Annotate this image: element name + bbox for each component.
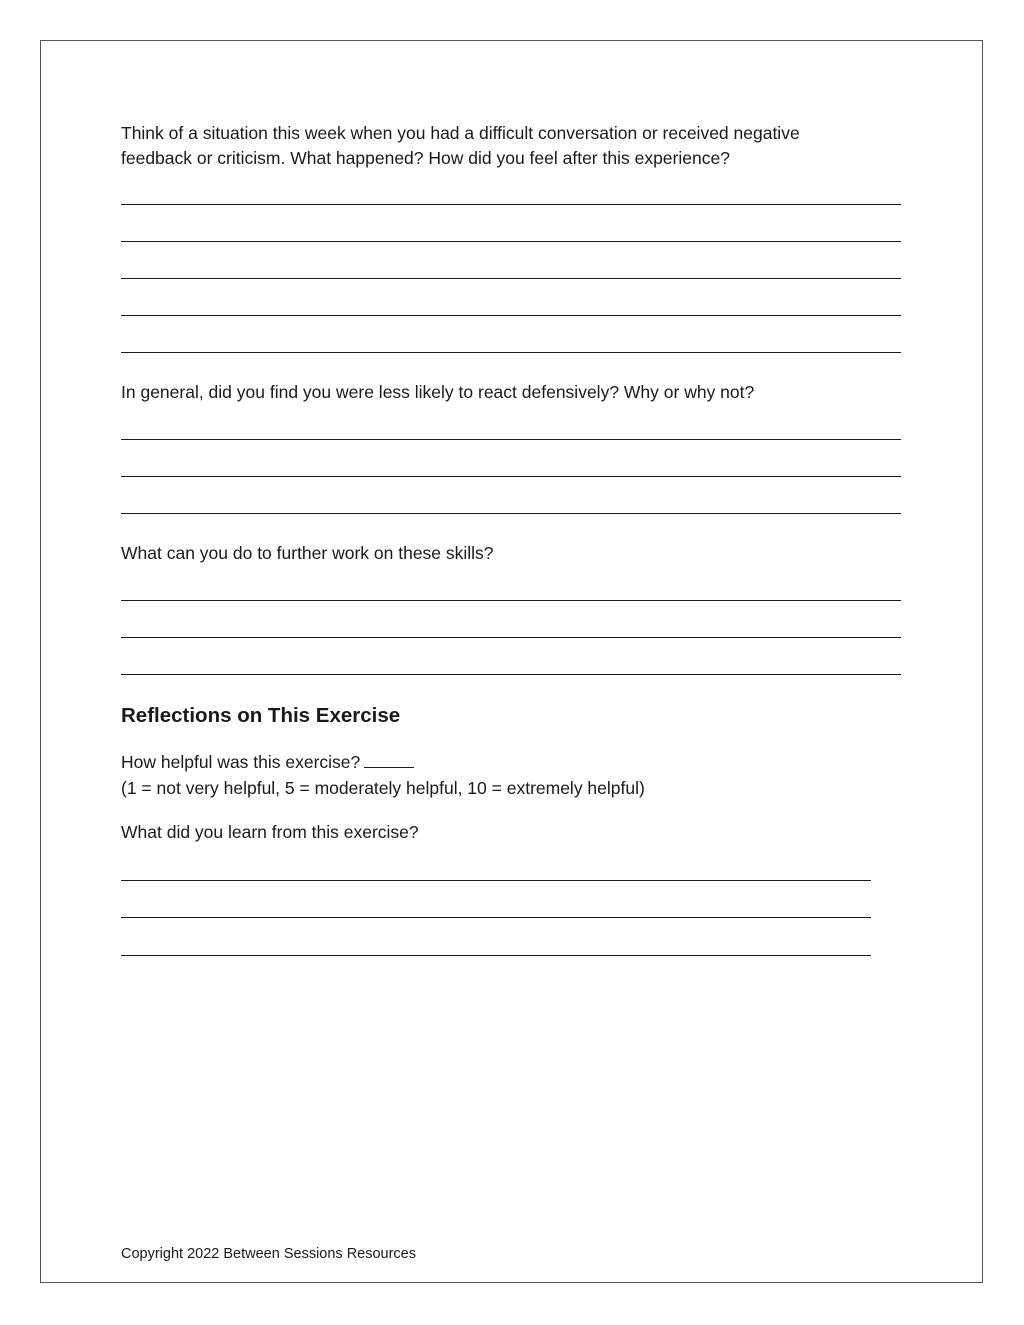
answer-line-learn-2[interactable] xyxy=(121,917,871,918)
helpful-question: How helpful was this exercise? xyxy=(121,752,361,772)
learn-question: What did you learn from this exercise? xyxy=(121,822,419,842)
answer-line-q3-1[interactable] xyxy=(121,600,901,601)
rating-scale-note: (1 = not very helpful, 5 = moderately helpful, 10 = extremely helpful) xyxy=(121,778,645,798)
page-border xyxy=(40,40,983,1283)
answer-line-q1-3[interactable] xyxy=(121,278,901,279)
answer-line-learn-1[interactable] xyxy=(121,880,871,881)
answer-line-q1-4[interactable] xyxy=(121,315,901,316)
question-3: What can you do to further work on these skills? xyxy=(121,543,494,563)
reflections-heading: Reflections on This Exercise xyxy=(121,704,401,727)
question-1-line-2: feedback or criticism. What happened? How did you feel after this experience? xyxy=(121,148,730,168)
answer-line-q1-5[interactable] xyxy=(121,352,901,353)
question-1-line-1: Think of a situation this week when you had a difficult conversation or received negative xyxy=(121,123,800,143)
answer-line-q3-3[interactable] xyxy=(121,674,901,675)
answer-line-q2-1[interactable] xyxy=(121,439,901,440)
answer-line-q1-1[interactable] xyxy=(121,204,901,205)
answer-line-q2-2[interactable] xyxy=(121,476,901,477)
copyright-footer: Copyright 2022 Between Sessions Resources xyxy=(121,1246,416,1262)
answer-line-q3-2[interactable] xyxy=(121,637,901,638)
question-2: In general, did you find you were less likely to react defensively? Why or why not? xyxy=(121,382,755,402)
answer-line-learn-3[interactable] xyxy=(121,955,871,956)
helpful-rating-row xyxy=(121,750,414,775)
answer-line-q1-2[interactable] xyxy=(121,241,901,242)
answer-line-q2-3[interactable] xyxy=(121,513,901,514)
helpful-rating-blank[interactable] xyxy=(364,751,414,768)
